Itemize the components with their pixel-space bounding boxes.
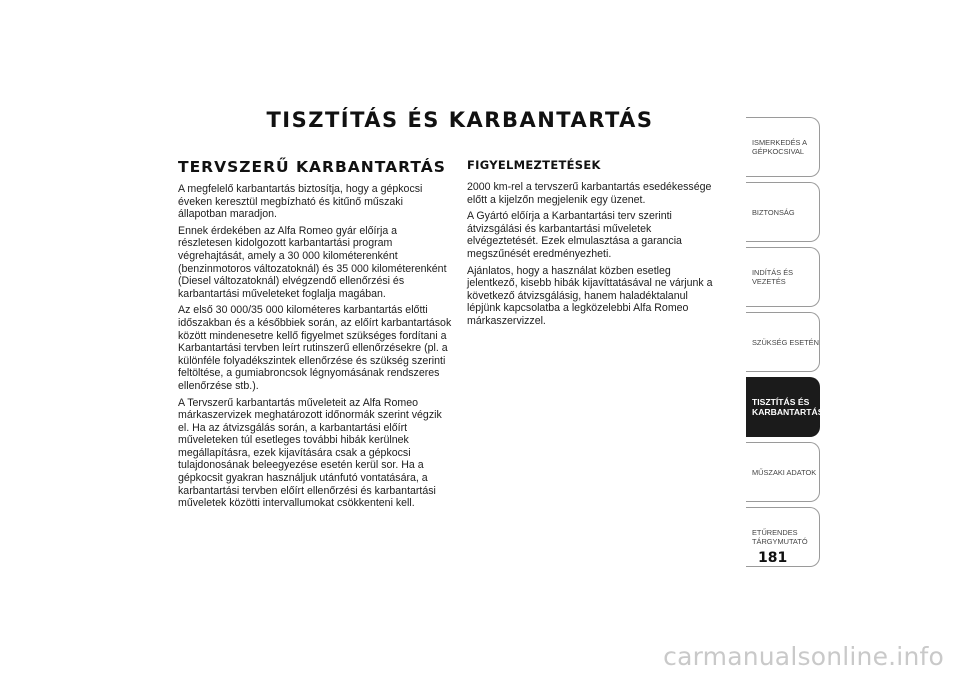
tab-label: MŰSZAKI ADATOK [752, 467, 817, 477]
page-number: 181 [758, 550, 788, 566]
tab-label: SZÜKSÉG ESETÉN [752, 337, 819, 347]
left-column [178, 158, 454, 514]
section-heading-scheduled-maintenance: TERVSZERŰ KARBANTARTÁS [178, 158, 446, 176]
tab-label: ETŰRENDES TÁRGYMUTATÓ [752, 528, 808, 546]
tab-emergency[interactable] [746, 312, 820, 372]
tab-label: ISMERKEDÉS A GÉPKOCSIVAL [752, 138, 807, 156]
paragraph: Az első 30 000/35 000 kilométeres karbantartás előtti időszakban és a későbbiek során, az előírt karbantartások között mindenesetre kellő figyelmet szükséges fordítani a Karbantartási tervben leírt rutinszerű ellenőrzésekre (pl. a különféle folyadékszintek ellenőrzése és szükség szerinti feltöltése, a gumiabroncsok légnyomásának rendszeres ellenőrzése stb.). [178, 304, 452, 392]
paragraph: 2000 km-rel a tervszerű karbantartás esedékessége előtt a kijelzőn megjelenik egy üzenet. [467, 181, 712, 206]
tab-label: INDÍTÁS ÉS VEZETÉS [752, 268, 794, 286]
paragraph: A Tervszerű karbantartás műveleteit az Alfa Romeo márkaszervizek meghatározott időnormák szerint végzik el. Ha az átvizsgálás során, a karbantartási előírt műveleteken túl esetleges további hibák kerülnek megállapításra, ezek kijavítására csak a gépkocsi tulajdonosának beleegyezése esetén kerül sor. Ha a gépkocsit gyakran használjuk utánfutó vontatására, a karbantartási tervben előírt ellenőrzési és karbantartási műveletek közötti intervallumokat csökkenteni kell. [178, 396, 442, 510]
paragraph: Ajánlatos, hogy a használat közben esetleg jelentkező, kisebb hibák kijavíttatásával ne várjunk a következő átvizsgálásig, hanem haladéktalanul lépjünk kapcsolatba a legközelebbi Alfa Romeo márkaszervizzel. [467, 264, 713, 327]
chapter-tabs [746, 117, 824, 572]
paragraph: A megfelelő karbantartás biztosítja, hogy a gépkocsi éveken keresztül megbízható és kitűnő műszaki állapotban maradjon. [178, 183, 423, 221]
paragraph: A Gyártó előírja a Karbantartási terv szerinti átvizsgálási és karbantartási műveletek elvégeztetését. Ezek elmulasztása a garancia megszűnését eredményezheti. [467, 210, 682, 260]
warnings-heading: FIGYELMEZTETÉSEK [467, 158, 601, 172]
page-title: TISZTÍTÁS ÉS KARBANTARTÁS [266, 108, 654, 132]
watermark: carmanualsonline.info [663, 642, 944, 671]
tab-starting-driving[interactable] [746, 247, 820, 307]
tab-label: BIZTONSÁG [752, 207, 795, 217]
tab-technical-data[interactable] [746, 442, 820, 502]
right-column [467, 158, 723, 332]
tab-getting-to-know[interactable] [746, 117, 820, 177]
tab-cleaning-maintenance[interactable] [746, 377, 824, 437]
paragraph: Ennek érdekében az Alfa Romeo gyár előírja a részletesen kidolgozott karbantartási program végrehajtását, amely a 30 000 kilométerenként (benzinmotoros változatoknál) és 35 000 kilométerenként (Diesel változatoknál) elvégzendő ellenőrzési és karbantartási műveleteket foglalja magában. [178, 224, 447, 300]
tab-label: TISZTÍTÁS ÉS KARBANTARTÁS [752, 396, 824, 417]
tab-safety[interactable] [746, 182, 820, 242]
